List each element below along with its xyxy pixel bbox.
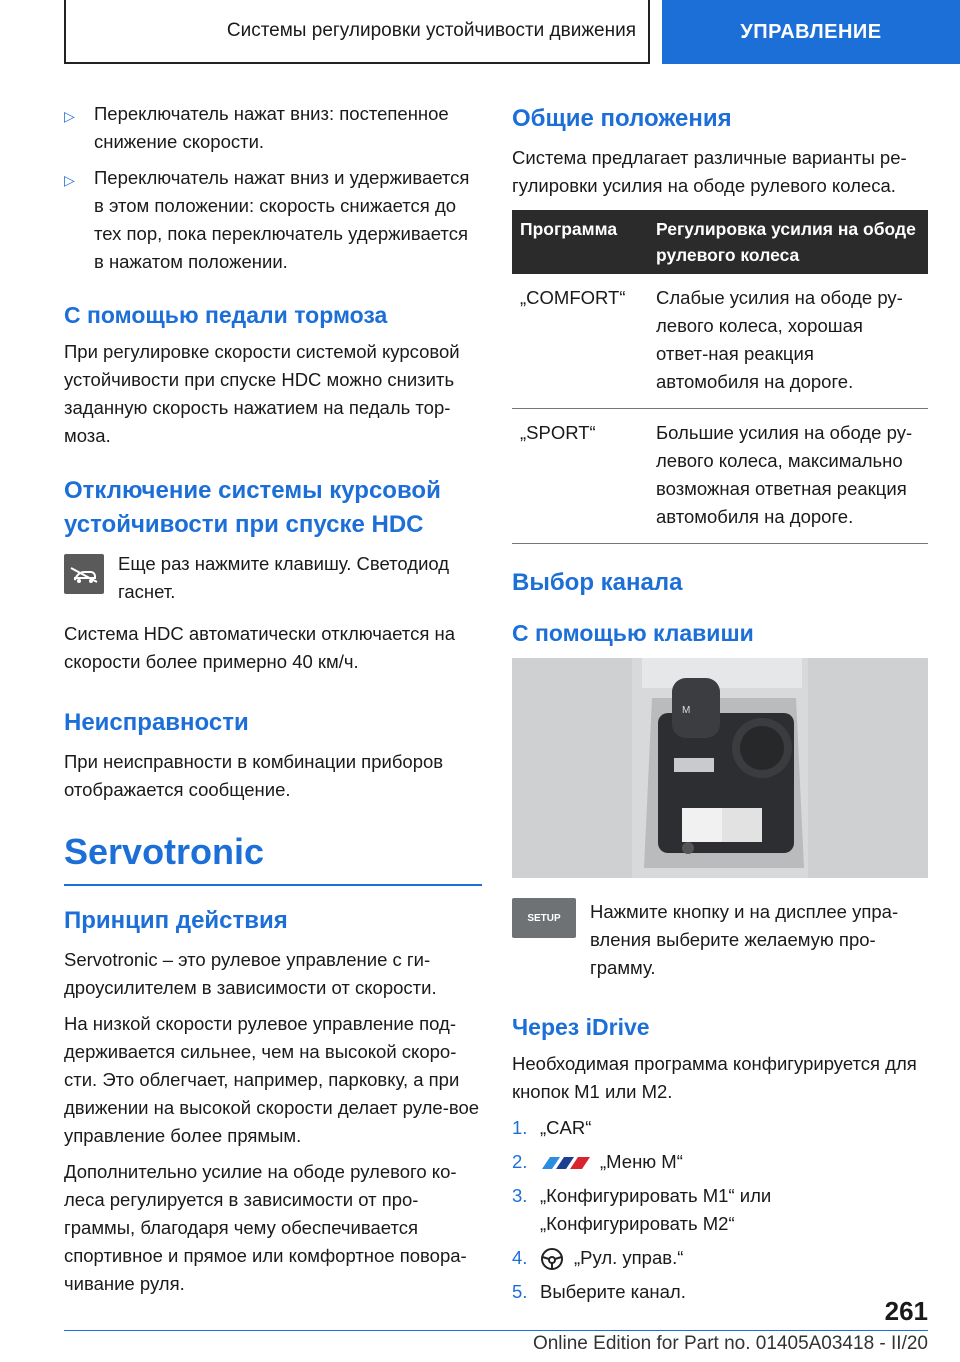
step-number: 1. <box>512 1117 528 1138</box>
step-item <box>512 1244 928 1272</box>
step-text: „CAR“ <box>540 1117 592 1138</box>
idrive-steps <box>512 1114 928 1306</box>
brake-text: При регулировке скорости системой курсовой устойчивости при спуске HDC можно снизить заданную скорость нажатием на педаль тор-моза. <box>64 341 460 446</box>
table-row <box>512 409 928 544</box>
hdc-button-icon <box>64 554 104 594</box>
principle-paragraph: Servotronic – это рулевое управление с ги-дроусилителем в зависимости от скорости. <box>64 949 437 998</box>
idrive-text: Необходимая программа конфигурируется для кнопок M1 или M2. <box>512 1053 917 1102</box>
title-divider <box>64 884 482 886</box>
step-text: Выберите канал. <box>540 1281 686 1302</box>
button-heading: С помощью клавиши <box>512 620 754 646</box>
hdc-off-icon-text: Еще раз нажмите клавишу. Светодиод гаснет. <box>118 553 450 602</box>
triangle-bullet-icon: ▷ <box>64 172 75 188</box>
m-logo-icon <box>540 1155 592 1171</box>
step-text: „Конфигурировать M1“ или „Конфигурировать M2“ <box>540 1185 772 1234</box>
channel-heading: Выбор канала <box>512 569 683 596</box>
page-number: 261 <box>884 1296 928 1326</box>
bullet-text: Переключатель нажат вниз и удерживается в этом положении: скорость снижается до тех пор, пока переключатель удерживается в нажатом положении. <box>94 167 470 272</box>
hdc-off-heading: Отключение системы курсовой устойчивости при спуске HDC <box>64 477 441 538</box>
step-number: 4. <box>512 1247 528 1268</box>
step-item <box>512 1182 928 1238</box>
table-header-row <box>512 210 928 274</box>
step-text: „Меню M“ <box>600 1151 683 1172</box>
bullet-text: Переключатель нажат вниз: постепенное снижение скорости. <box>94 103 449 152</box>
chapter-label: УПРАВЛЕНИЕ <box>740 20 882 43</box>
table-cell-program: „COMFORT“ <box>512 274 648 409</box>
bullet-item <box>64 100 482 156</box>
steering-wheel-icon <box>540 1247 564 1271</box>
fault-text: При неисправности в комбинации приборов отображается сообщение. <box>64 751 444 800</box>
edition-text: Online Edition for Part no. 01405A03418 - II/20 <box>532 1333 928 1354</box>
table-row <box>512 274 928 409</box>
hdc-off-text: Система HDC автоматически отключается на скорости более примерно 40 км/ч. <box>64 623 455 672</box>
step-item <box>512 1278 928 1306</box>
footer-divider <box>64 1330 928 1331</box>
principle-heading: Принцип действия <box>64 907 288 934</box>
servotronic-title: Servotronic <box>64 831 265 872</box>
table-header-steering-effort: Регулировка усилия на ободе рулевого колеса <box>648 210 928 274</box>
svg-text:M: M <box>682 705 691 716</box>
setup-text: Нажмите кнопку и на дисплее упра-вления выберите желаемую про-грамму. <box>590 901 899 978</box>
bullet-item <box>64 164 482 276</box>
step-number: 3. <box>512 1185 528 1206</box>
principle-paragraph: Дополнительно усилие на ободе рулевого ко-леса регулируется в зависимости от про-граммы, благодаря чему обеспечивается спортивное и прямое или комфортное повора-чивание руля. <box>64 1161 467 1294</box>
table-header-program: Программа <box>512 210 648 274</box>
principle-paragraph: На низкой скорости рулевое управление под-держивается сильнее, чем на высокой скоро-сти. Это облегчает, например, парковку, а при движении на высокой скорости делает руле-вое управление более прямым. <box>64 1013 480 1146</box>
step-item <box>512 1114 928 1142</box>
step-number: 5. <box>512 1281 528 1302</box>
idrive-heading: Через iDrive <box>512 1014 650 1040</box>
triangle-bullet-icon: ▷ <box>64 108 75 124</box>
section-title: Системы регулировки устойчивости движения <box>226 20 636 41</box>
step-text: „Рул. управ.“ <box>574 1247 684 1268</box>
step-number: 2. <box>512 1151 528 1172</box>
setup-button-icon: SETUP <box>512 898 576 938</box>
center-console-photo <box>512 658 928 878</box>
fault-heading: Неисправности <box>64 709 249 736</box>
table-cell-description: Большие усилия на ободе ру-левого колеса, максимально возможная ответная реакция автомобиля на дороге. <box>648 409 928 544</box>
right-column <box>512 100 928 1312</box>
program-table <box>512 210 928 544</box>
left-column <box>64 100 482 1306</box>
general-heading: Общие положения <box>512 105 732 132</box>
header-section-title <box>64 0 650 64</box>
table-cell-description: Слабые усилия на ободе ру-левого колеса, хорошая ответ-ная реакция автомобиля на дороге. <box>648 274 928 409</box>
brake-heading: С помощью педали тормоза <box>64 302 388 328</box>
setup-instruction <box>512 898 928 982</box>
general-text: Система предлагает различные варианты ре-гулировки усилия на ободе рулевого колеса. <box>512 147 907 196</box>
step-item <box>512 1148 928 1176</box>
table-cell-program: „SPORT“ <box>512 409 648 544</box>
chapter-tab <box>662 0 960 64</box>
hdc-off-instruction <box>64 550 482 614</box>
